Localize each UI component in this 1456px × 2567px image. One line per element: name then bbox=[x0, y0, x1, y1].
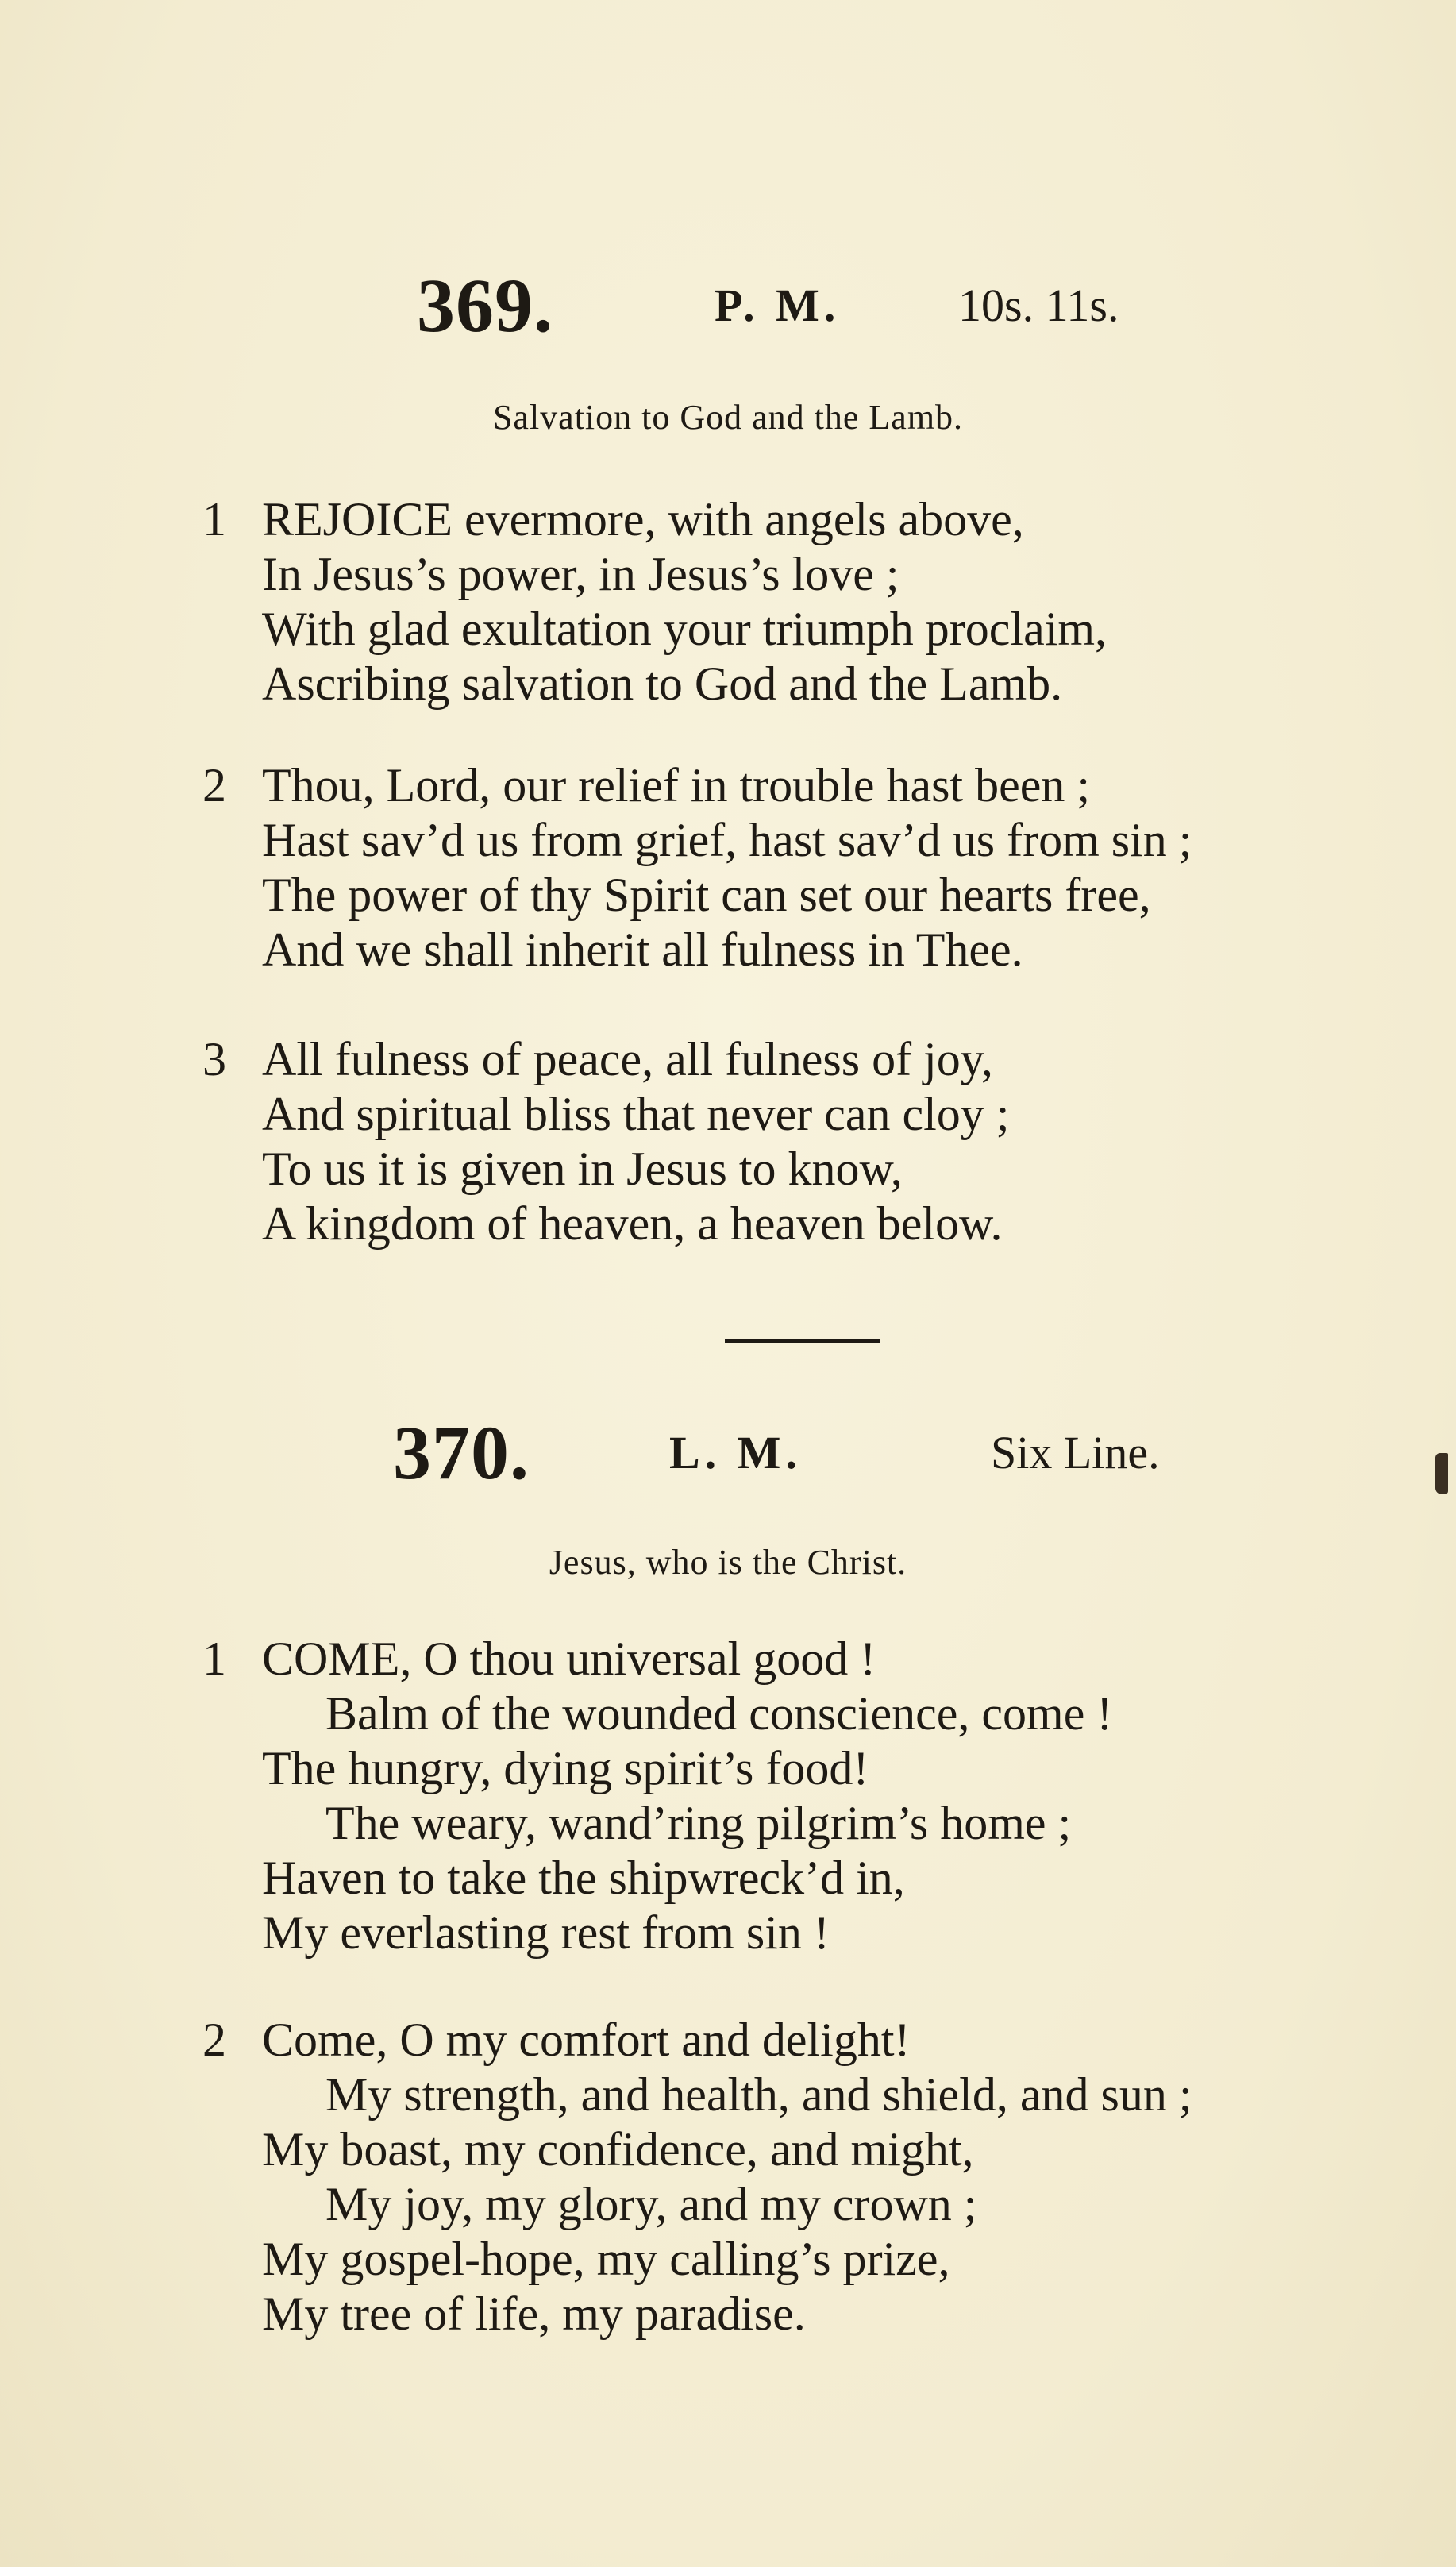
hymn-meter-variant: 10s. 11s. bbox=[958, 279, 1119, 331]
stanza-number: 1 bbox=[202, 1632, 226, 1685]
verse-line: The weary, wand’ring pilgrim’s home ; bbox=[325, 1797, 1072, 1849]
section-divider bbox=[725, 1339, 880, 1343]
stanza-number: 3 bbox=[202, 1033, 226, 1085]
page-edge-blemish bbox=[1435, 1453, 1448, 1494]
verse-line: My joy, my glory, and my crown ; bbox=[325, 2178, 977, 2230]
hymn-number: 369. bbox=[417, 263, 553, 348]
verse-line: In Jesus’s power, in Jesus’s love ; bbox=[262, 548, 899, 600]
verse-line: And we shall inherit all fulness in Thee. bbox=[262, 923, 1023, 976]
verse-line: My tree of life, my paradise. bbox=[262, 2288, 806, 2340]
verse-line: My everlasting rest from sin ! bbox=[262, 1906, 830, 1959]
stanza-number: 1 bbox=[202, 493, 226, 545]
hymn-meter: L. M. bbox=[669, 1427, 802, 1478]
verse-line: My strength, and health, and shield, and sun ; bbox=[325, 2068, 1192, 2121]
hymn-subtitle: Salvation to God and the Lamb. bbox=[492, 398, 964, 437]
hymn-number: 370. bbox=[393, 1410, 530, 1495]
verse-line: Come, O my comfort and delight! bbox=[262, 2014, 911, 2066]
verse-line: Haven to take the shipwreck’d in, bbox=[262, 1852, 905, 1904]
hymn-370-header bbox=[0, 1409, 1456, 1497]
hymn-subtitle: Jesus, who is the Christ. bbox=[549, 1543, 907, 1582]
verse-line: Hast sav’d us from grief, hast sav’d us from sin ; bbox=[262, 814, 1192, 866]
verse-line: All fulness of peace, all fulness of joy, bbox=[262, 1033, 993, 1085]
stanza bbox=[202, 2013, 1441, 2342]
stanza bbox=[202, 1632, 1441, 1960]
verse-line: REJOICE evermore, with angels above, bbox=[262, 493, 1024, 545]
verse-line: To us it is given in Jesus to know, bbox=[262, 1143, 903, 1195]
verse-line: And spiritual bliss that never can cloy ; bbox=[262, 1088, 1010, 1140]
verse-line: The power of thy Spirit can set our hearts free, bbox=[262, 869, 1151, 921]
hymn-meter-variant: Six Line. bbox=[991, 1427, 1160, 1478]
hymn-369-header bbox=[0, 262, 1456, 349]
verse-line: COME, O thou universal good ! bbox=[262, 1632, 876, 1685]
verse-line: A kingdom of heaven, a heaven below. bbox=[262, 1197, 1003, 1250]
verse-line: The hungry, dying spirit’s food! bbox=[262, 1742, 869, 1794]
verse-line: Balm of the wounded conscience, come ! bbox=[325, 1687, 1113, 1740]
verse-line: Thou, Lord, our relief in trouble hast been ; bbox=[262, 759, 1091, 811]
stanza bbox=[202, 492, 1441, 711]
verse-line: Ascribing salvation to God and the Lamb. bbox=[262, 657, 1063, 710]
stanza-number: 2 bbox=[202, 759, 226, 811]
verse-line: With glad exultation your triumph proclaim, bbox=[262, 603, 1107, 655]
verse-line: My gospel-hope, my calling’s prize, bbox=[262, 2233, 950, 2285]
verse-line: My boast, my confidence, and might, bbox=[262, 2123, 974, 2176]
stanza bbox=[202, 758, 1441, 977]
stanza bbox=[202, 1032, 1441, 1251]
stanza-number: 2 bbox=[202, 2014, 226, 2066]
hymn-meter: P. M. bbox=[715, 279, 841, 331]
